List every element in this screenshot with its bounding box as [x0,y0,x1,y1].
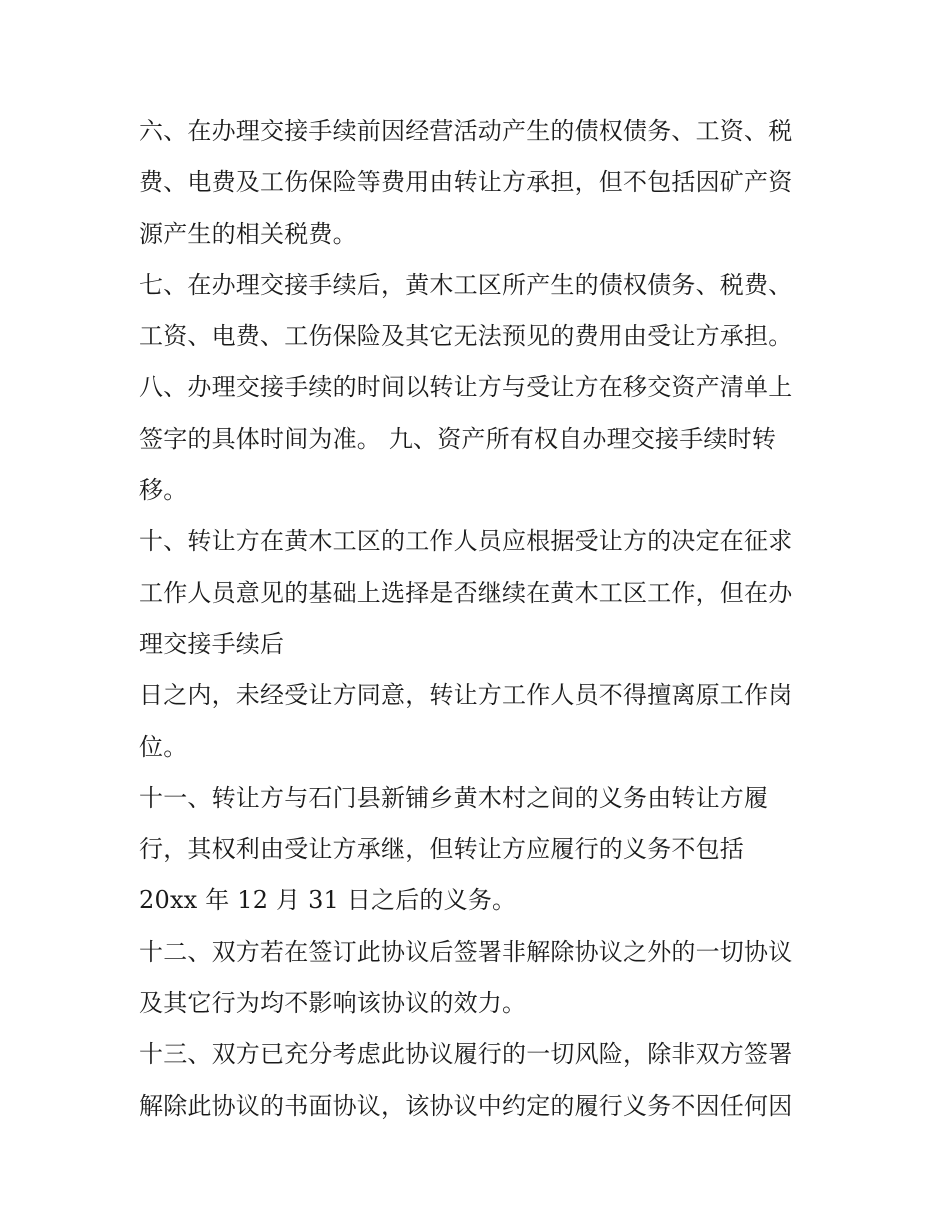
text-line: 七、在办理交接手续后，黄木工区所产生的债权债务、税费、 [139,270,793,299]
text-line: 解除此协议的书面协议，该协议中约定的履行义务不因任何因 [139,1091,793,1120]
text-line: 源产生的相关税费。 [139,219,357,248]
text-line: 移。 [139,476,188,505]
text-line: 20xx 年 12 月 31 日之后的义务。 [139,886,517,915]
text-line: 费、电费及工伤保险等费用由转让方承担，但不包括因矿产资 [139,168,793,197]
text-line: 日之内，未经受让方同意，转让方工作人员不得擅离原工作岗 [139,681,793,710]
text-line: 八、办理交接手续的时间以转让方与受让方在移交资产清单上 [139,373,793,402]
text-line: 十二、双方若在签订此协议后签署非解除协议之外的一切协议 [139,937,793,966]
text-line: 理交接手续后 [139,629,285,658]
text-line: 行，其权利由受让方承继，但转让方应履行的义务不包括 [139,835,744,864]
text-line: 十三、双方已充分考虑此协议履行的一切风险，除非双方签署 [139,1040,793,1069]
text-line: 及其它行为均不影响该协议的效力。 [139,989,527,1018]
text-line: 十一、转让方与石门县新铺乡黄木村之间的义务由转让方履 [139,783,769,812]
text-line: 六、在办理交接手续前因经营活动产生的债权债务、工资、税 [139,117,793,145]
text-line: 签字的具体时间为准。 九、资产所有权自办理交接手续时转 [139,424,777,453]
text-line: 十、转让方在黄木工区的工作人员应根据受让方的决定在征求 [139,527,793,556]
text-line: 工资、电费、工伤保险及其它无法预见的费用由受让方承担。 [139,322,793,351]
text-line: 工作人员意见的基础上选择是否继续在黄木工区工作，但在办 [139,578,793,607]
document-body [139,106,829,1132]
text-line: 位。 [139,732,188,761]
